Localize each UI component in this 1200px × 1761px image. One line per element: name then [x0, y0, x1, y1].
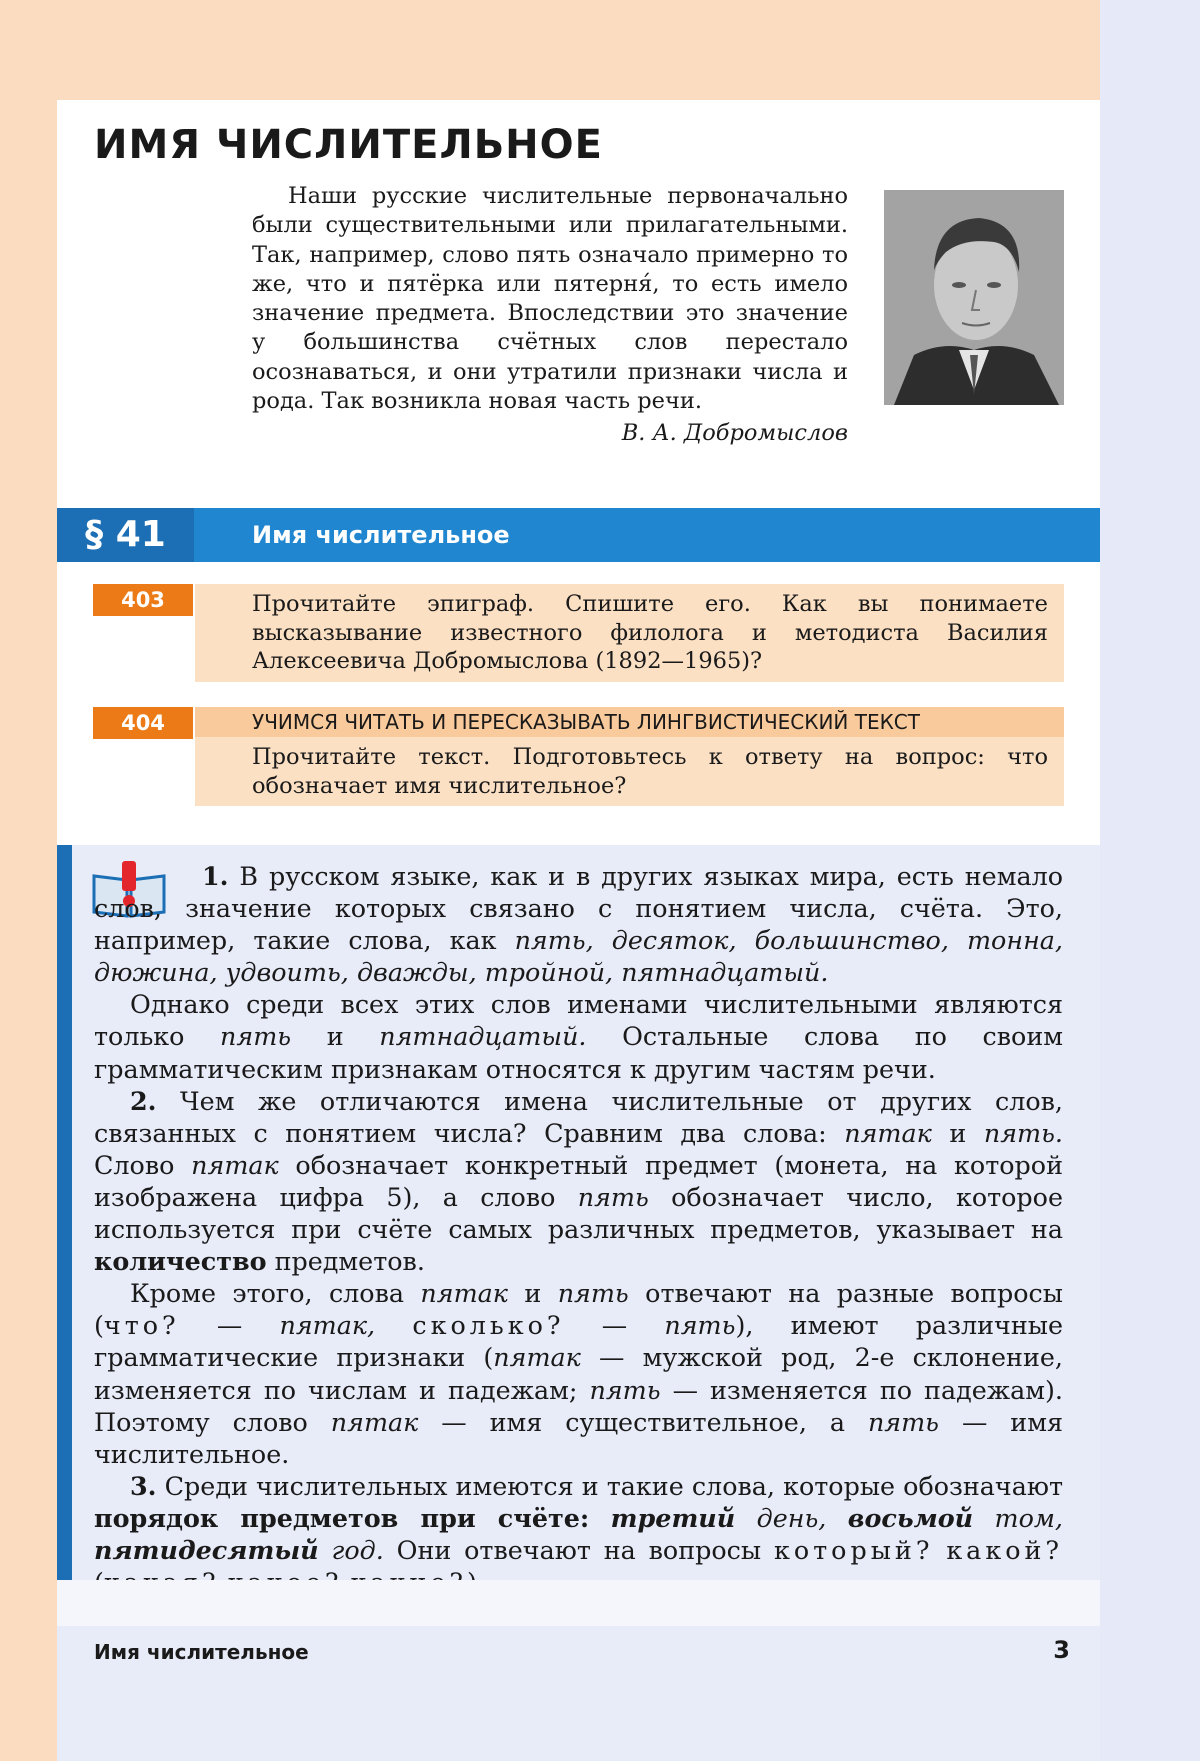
page-number: 3 — [1053, 1636, 1070, 1664]
author-portrait — [884, 190, 1064, 405]
exercise-403 — [195, 584, 1064, 682]
rule-side-bar — [57, 845, 72, 1580]
rule-paragraph-3: 2. Чем же отличаются имена числительные от других слов, связанных с понятием числа? Сравним два слова: пятак и пять. Слово пятак обозначает конкретный предмет (монета, на которой изображена цифра 5), а слово пять обозначает число, которое используется при счёте самых различных предметов, указывает на количество предметов. — [94, 1085, 1063, 1277]
exercise-number-403: 403 — [93, 584, 193, 616]
exercise-404-heading: УЧИМСЯ ЧИТАТЬ И ПЕРЕСКАЗЫВАТЬ ЛИНГВИСТИЧЕСКИЙ ТЕКСТ — [195, 707, 1064, 737]
exercise-number-404: 404 — [93, 707, 193, 739]
exercise-403-text: Прочитайте эпиграф. Спишите его. Как вы понимаете высказывание известного филолога и методиста Василия Алексеевича Добромыслова (1892—1965)? — [252, 591, 1048, 674]
section-band — [57, 508, 1100, 562]
epigraph-author: В. А. Добромыслов — [621, 420, 848, 447]
exercise-404-text: Прочитайте текст. Подготовьтесь к ответу на вопрос: что обозначает имя числительное? — [252, 744, 1048, 799]
rule-paragraph-4: Кроме этого, слова пятак и пять отвечают на разные вопросы (что? — пятак, сколько? — пять), имеют различные грамматические признаки (пятак — мужской род, 2-е склонение, изменяется по числам и падежам; пять — изменяется по падежам). Поэтому слово пятак — имя существительное, а пять — имя числительное. — [94, 1278, 1064, 1469]
rule-paragraph-5: 3. Среди числительных имеются и такие слова, которые обозначают порядок предметов при счёте: третий день, восьмой том, пятидесятый год. Они отвечают на вопросы который? какой? — [94, 1470, 1064, 1565]
epigraph-text: Наши русские числительные первоначально были существительными или прилагательными. Так, например, слово пять означало примерно то же, что и пятёрка или пятерня́, то есть имело значение предмета. Впоследствии это значение у большинства счётных слов перестало осознаваться, и они утратили признаки числа и рода. Так возникла новая часть речи. — [252, 183, 848, 415]
page-margin-top — [0, 0, 1100, 100]
epigraph — [252, 182, 848, 449]
portrait-image — [884, 190, 1064, 405]
chapter-title: ИМЯ ЧИСЛИТЕЛЬНОЕ — [94, 122, 603, 168]
rule-bottom-strip — [57, 1580, 1100, 1626]
section-title: Имя числительное — [252, 521, 510, 549]
running-footer-title: Имя числительное — [94, 1640, 309, 1664]
page-margin-left — [0, 0, 57, 1761]
rule-paragraph-2: Однако среди всех этих слов именами числительными являются только пять и пятнадцатый. Остальные слова по своим грамматическим признакам относятся к другим частям речи. — [94, 989, 1063, 1084]
rule-text — [94, 860, 1063, 1598]
section-number: § 41 — [57, 508, 194, 562]
page-margin-right — [1100, 0, 1200, 1761]
rule-paragraph-1: 1. В русском языке, как и в других языках мира, есть немало слов, значение которых связано с понятием числа, счёта. Это, например, такие слова, как пять, десяток, большинство, тонна, дюжина, удвоить, дважды, тройной, пятнадцатый. — [94, 861, 1064, 988]
exercise-404 — [195, 707, 1064, 806]
